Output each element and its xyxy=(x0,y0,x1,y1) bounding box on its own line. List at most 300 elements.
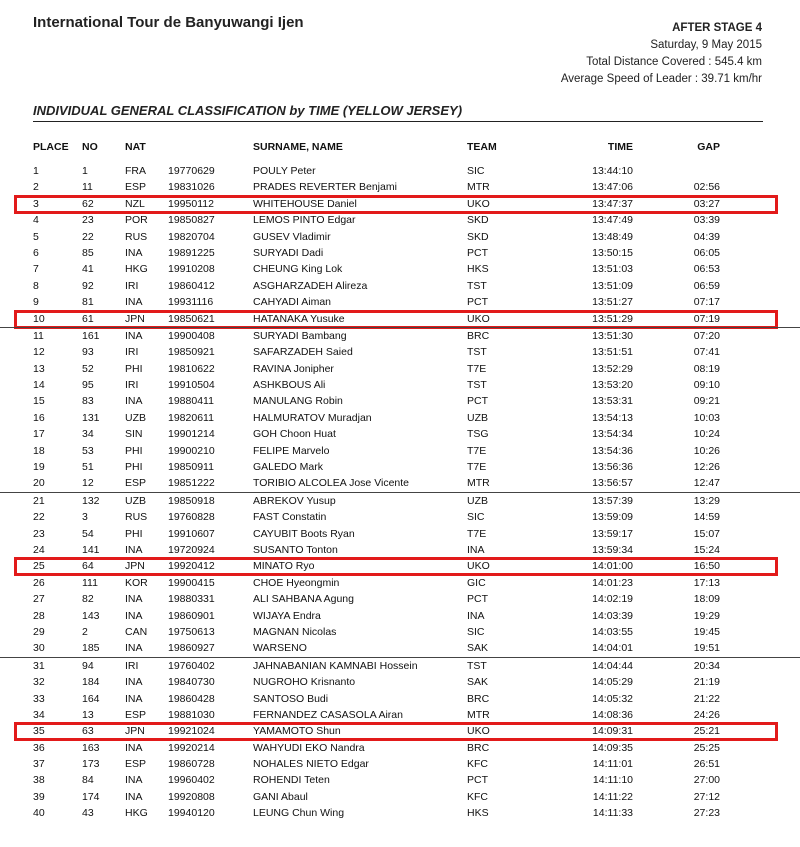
cell-dob: 19860927 xyxy=(168,642,215,655)
cell-name: WIJAYA Endra xyxy=(253,609,321,622)
table-row xyxy=(0,229,800,245)
cell-name: CAYUBIT Boots Ryan xyxy=(253,527,355,540)
cell-nat: JPN xyxy=(125,312,145,325)
cell-no: 184 xyxy=(82,676,100,689)
cell-name: LEMOS PINTO Edgar xyxy=(253,214,356,227)
table-row xyxy=(0,526,800,542)
cell-time: 13:51:51 xyxy=(592,346,633,359)
cell-gap: 04:39 xyxy=(693,230,720,243)
cell-team: KFC xyxy=(467,758,488,771)
cell-dob: 19950112 xyxy=(168,197,214,210)
cell-time: 14:02:19 xyxy=(592,593,633,606)
cell-gap: 17:13 xyxy=(693,576,720,589)
cell-dob: 19860901 xyxy=(168,609,215,622)
cell-place: 29 xyxy=(33,625,45,638)
cell-nat: INA xyxy=(125,790,143,803)
cell-gap: 16:50 xyxy=(693,560,720,573)
cell-dob: 19931116 xyxy=(168,296,214,309)
table-row xyxy=(0,657,800,674)
cell-gap: 07:20 xyxy=(693,329,720,342)
cell-no: 63 xyxy=(82,725,94,738)
cell-no: 161 xyxy=(82,329,100,342)
cell-name: ASHKBOUS Ali xyxy=(253,379,326,392)
cell-time: 13:59:09 xyxy=(592,511,633,524)
cell-place: 33 xyxy=(33,692,45,705)
table-row xyxy=(0,772,800,788)
cell-place: 25 xyxy=(33,560,45,573)
cell-no: 64 xyxy=(82,560,94,573)
cell-dob: 19831026 xyxy=(168,181,215,194)
cell-time: 13:47:06 xyxy=(592,181,633,194)
cell-time: 14:03:39 xyxy=(592,609,633,622)
cell-gap: 14:59 xyxy=(693,511,720,524)
cell-time: 13:53:31 xyxy=(592,395,633,408)
cell-dob: 19960402 xyxy=(168,774,215,787)
cell-place: 24 xyxy=(33,543,45,556)
cell-no: 43 xyxy=(82,807,94,820)
cell-place: 1 xyxy=(33,165,39,177)
cell-time: 13:56:36 xyxy=(592,461,633,474)
cell-no: 83 xyxy=(82,395,94,408)
cell-name: RAVINA Jonipher xyxy=(253,362,334,375)
table-row xyxy=(0,492,800,509)
cell-team: MTR xyxy=(467,708,490,721)
cell-nat: RUS xyxy=(125,230,148,243)
cell-time: 14:04:01 xyxy=(592,642,633,655)
table-row xyxy=(0,789,800,805)
stage-label: AFTER STAGE 4 xyxy=(672,22,762,34)
cell-team: KFC xyxy=(467,790,488,803)
cell-place: 8 xyxy=(33,279,39,292)
cell-team: MTR xyxy=(467,477,490,490)
cell-nat: INA xyxy=(125,692,143,705)
cell-place: 17 xyxy=(33,428,45,441)
cell-nat: INA xyxy=(125,246,143,259)
cell-name: MAGNAN Nicolas xyxy=(253,625,337,638)
table-row xyxy=(0,294,800,310)
cell-place: 3 xyxy=(33,197,39,210)
cell-place: 31 xyxy=(33,659,45,672)
cell-place: 11 xyxy=(33,329,44,342)
cell-name: CHEUNG King Lok xyxy=(253,263,343,276)
cell-no: 185 xyxy=(82,642,100,655)
cell-dob: 19920808 xyxy=(168,790,215,803)
cell-place: 18 xyxy=(33,444,45,457)
leader-average-speed: Average Speed of Leader : 39.71 km/hr xyxy=(560,73,762,85)
cell-no: 131 xyxy=(82,411,100,424)
cell-dob: 19810622 xyxy=(168,362,215,375)
cell-time: 13:47:37 xyxy=(592,197,633,210)
cell-no: 84 xyxy=(82,774,94,787)
cell-time: 13:54:36 xyxy=(592,444,633,457)
cell-nat: INA xyxy=(125,395,143,408)
cell-name: CHOE Hyeongmin xyxy=(253,576,340,589)
cell-place: 16 xyxy=(33,411,45,424)
table-row xyxy=(0,459,800,475)
cell-gap: 07:41 xyxy=(693,346,720,359)
cell-time: 14:05:29 xyxy=(592,676,633,689)
cell-nat: INA xyxy=(125,642,143,655)
cell-dob: 19880411 xyxy=(168,395,214,408)
cell-nat: ESP xyxy=(125,708,147,721)
cell-name: YAMAMOTO Shun xyxy=(253,725,341,738)
cell-gap: 27:12 xyxy=(693,790,720,803)
cell-gap: 10:03 xyxy=(693,411,720,424)
cell-nat: RUS xyxy=(125,511,148,524)
cell-nat: IRI xyxy=(125,346,139,359)
table-row xyxy=(0,426,800,442)
cell-team: PCT xyxy=(467,593,488,606)
cell-name: ABREKOV Yusup xyxy=(253,494,336,507)
cell-name: HATANAKA Yusuke xyxy=(253,312,345,325)
cell-nat: NZL xyxy=(125,197,145,210)
cell-time: 14:03:55 xyxy=(592,625,633,638)
cell-time: 14:11:10 xyxy=(592,774,633,787)
cell-time: 13:52:29 xyxy=(592,362,633,375)
cell-nat: ESP xyxy=(125,181,147,194)
cell-time: 13:51:30 xyxy=(592,329,633,342)
cell-no: 94 xyxy=(82,659,94,672)
cell-dob: 19770629 xyxy=(168,165,215,177)
cell-name: ROHENDI Teten xyxy=(253,774,330,787)
table-row xyxy=(0,344,800,360)
cell-name: SURYADI Bambang xyxy=(253,329,347,342)
cell-nat: SIN xyxy=(125,428,143,441)
cell-place: 38 xyxy=(33,774,45,787)
cell-dob: 19851222 xyxy=(168,477,215,490)
cell-place: 36 xyxy=(33,741,45,754)
cell-time: 13:53:20 xyxy=(592,379,633,392)
cell-name: LEUNG Chun Wing xyxy=(253,807,345,820)
cell-dob: 19860728 xyxy=(168,758,215,771)
table-row xyxy=(0,558,800,574)
cell-no: 3 xyxy=(82,511,88,524)
cell-team: TST xyxy=(467,379,487,392)
table-body xyxy=(0,163,800,822)
cell-name: WAHYUDI EKO Nandra xyxy=(253,741,365,754)
table-row xyxy=(0,163,800,179)
cell-team: UKO xyxy=(467,312,490,325)
table-row xyxy=(0,410,800,426)
cell-no: 143 xyxy=(82,609,100,622)
cell-no: 95 xyxy=(82,379,94,392)
cell-nat: JPN xyxy=(125,560,145,573)
cell-nat: UZB xyxy=(125,494,146,507)
header-no: NO xyxy=(82,141,98,153)
cell-place: 39 xyxy=(33,790,45,803)
classification-table xyxy=(0,138,800,822)
cell-gap: 09:10 xyxy=(693,379,720,392)
cell-team: PCT xyxy=(467,246,488,259)
cell-nat: JPN xyxy=(125,725,145,738)
cell-gap: 06:59 xyxy=(693,279,720,292)
cell-no: 22 xyxy=(82,230,94,243)
cell-team: SIC xyxy=(467,165,485,177)
table-row xyxy=(0,640,800,656)
cell-place: 30 xyxy=(33,642,45,655)
cell-dob: 19900415 xyxy=(168,576,215,589)
cell-nat: KOR xyxy=(125,576,148,589)
cell-time: 13:48:49 xyxy=(592,230,633,243)
cell-dob: 19850621 xyxy=(168,312,215,325)
cell-team: GIC xyxy=(467,576,486,589)
cell-place: 37 xyxy=(33,758,45,771)
table-row xyxy=(0,327,800,344)
cell-place: 6 xyxy=(33,246,39,259)
cell-no: 81 xyxy=(82,296,94,309)
cell-dob: 19820704 xyxy=(168,230,215,243)
cell-nat: CAN xyxy=(125,625,148,638)
cell-place: 26 xyxy=(33,576,45,589)
cell-name: TORIBIO ALCOLEA Jose Vicente xyxy=(253,477,410,490)
cell-dob: 19880331 xyxy=(168,593,215,606)
cell-time: 13:51:27 xyxy=(592,296,633,309)
cell-team: INA xyxy=(467,543,485,556)
cell-time: 14:09:35 xyxy=(592,741,633,754)
cell-time: 14:08:36 xyxy=(592,708,633,721)
cell-name: ALI SAHBANA Agung xyxy=(253,593,354,606)
cell-place: 4 xyxy=(33,214,39,227)
cell-time: 14:11:33 xyxy=(592,807,633,820)
cell-no: 173 xyxy=(82,758,100,771)
table-row xyxy=(0,278,800,294)
cell-time: 13:59:34 xyxy=(592,543,633,556)
cell-gap: 21:19 xyxy=(693,676,720,689)
header-team: TEAM xyxy=(467,141,497,153)
cell-place: 23 xyxy=(33,527,45,540)
table-row xyxy=(0,361,800,377)
cell-time: 13:56:57 xyxy=(592,477,633,490)
table-row xyxy=(0,608,800,624)
cell-gap: 27:23 xyxy=(693,807,720,820)
cell-no: 85 xyxy=(82,246,94,259)
page-cut-off xyxy=(0,820,800,847)
cell-dob: 19850911 xyxy=(168,461,214,474)
cell-name: GALEDO Mark xyxy=(253,461,324,474)
cell-team: PCT xyxy=(467,296,488,309)
cell-time: 13:50:15 xyxy=(592,246,633,259)
cell-gap: 03:27 xyxy=(693,197,720,210)
cell-team: UZB xyxy=(467,494,488,507)
cell-time: 13:51:29 xyxy=(592,312,633,325)
document-title: International Tour de Banyuwangi Ijen xyxy=(33,14,304,31)
cell-no: 92 xyxy=(82,279,94,292)
cell-place: 22 xyxy=(33,511,45,524)
header-name: SURNAME, NAME xyxy=(253,141,343,153)
cell-time: 14:11:01 xyxy=(592,758,633,771)
cell-nat: INA xyxy=(125,676,143,689)
cell-name: SAFARZADEH Saied xyxy=(253,346,353,359)
cell-time: 13:51:03 xyxy=(592,263,633,276)
cell-nat: IRI xyxy=(125,659,139,672)
cell-gap: 09:21 xyxy=(693,395,720,408)
cell-name: GANI Abaul xyxy=(253,790,308,803)
cell-time: 13:59:17 xyxy=(592,527,633,540)
cell-dob: 19891225 xyxy=(168,246,215,259)
table-row xyxy=(0,393,800,409)
cell-gap: 10:26 xyxy=(693,444,720,457)
cell-no: 13 xyxy=(82,708,94,721)
cell-place: 7 xyxy=(33,263,39,276)
cell-dob: 19820611 xyxy=(168,411,214,424)
cell-gap: 06:05 xyxy=(693,246,720,259)
cell-team: UZB xyxy=(467,411,488,424)
cell-gap: 07:19 xyxy=(693,312,720,325)
cell-no: 12 xyxy=(82,477,94,490)
cell-name: POULY Peter xyxy=(253,165,316,177)
table-row xyxy=(0,575,800,591)
cell-nat: HKG xyxy=(125,263,148,276)
cell-gap: 19:29 xyxy=(693,609,720,622)
table-row xyxy=(0,624,800,640)
cell-team: SKD xyxy=(467,230,489,243)
cell-team: INA xyxy=(467,609,485,622)
cell-dob: 19921024 xyxy=(168,725,215,738)
cell-team: BRC xyxy=(467,692,490,705)
cell-place: 28 xyxy=(33,609,45,622)
cell-dob: 19860412 xyxy=(168,279,215,292)
cell-team: T7E xyxy=(467,527,487,540)
table-row xyxy=(0,245,800,261)
table-row xyxy=(0,509,800,525)
header-gap: GAP xyxy=(697,141,720,153)
cell-gap: 03:39 xyxy=(693,214,720,227)
cell-time: 13:44:10 xyxy=(592,165,633,177)
cell-nat: PHI xyxy=(125,362,143,375)
cell-no: 111 xyxy=(82,576,98,589)
cell-place: 27 xyxy=(33,593,45,606)
cell-time: 14:01:23 xyxy=(592,576,633,589)
cell-dob: 19860428 xyxy=(168,692,215,705)
cell-no: 23 xyxy=(82,214,94,227)
cell-dob: 19850918 xyxy=(168,494,215,507)
cell-name: NOHALES NIETO Edgar xyxy=(253,758,369,771)
cell-team: UKO xyxy=(467,197,490,210)
cell-time: 14:04:44 xyxy=(592,659,633,672)
cell-name: PRADES REVERTER Benjami xyxy=(253,181,397,194)
cell-time: 13:54:34 xyxy=(592,428,633,441)
table-row xyxy=(0,475,800,491)
cell-place: 12 xyxy=(33,346,45,359)
cell-nat: INA xyxy=(125,296,143,309)
cell-dob: 19910607 xyxy=(168,527,215,540)
cell-nat: INA xyxy=(125,741,143,754)
cell-nat: PHI xyxy=(125,527,143,540)
classification-title: INDIVIDUAL GENERAL CLASSIFICATION by TIME (YELLOW JERSEY) xyxy=(33,103,463,118)
cell-nat: ESP xyxy=(125,758,147,771)
cell-gap: 27:00 xyxy=(693,774,720,787)
cell-dob: 19760402 xyxy=(168,659,215,672)
cell-no: 2 xyxy=(82,625,88,638)
cell-nat: POR xyxy=(125,214,148,227)
cell-place: 10 xyxy=(33,312,45,325)
table-row xyxy=(0,723,800,739)
cell-dob: 19901214 xyxy=(168,428,215,441)
cell-gap: 25:25 xyxy=(693,741,720,754)
cell-no: 82 xyxy=(82,593,94,606)
cell-nat: INA xyxy=(125,774,143,787)
cell-nat: INA xyxy=(125,329,143,342)
cell-no: 54 xyxy=(82,527,94,540)
cell-gap: 12:26 xyxy=(693,461,720,474)
cell-dob: 19910208 xyxy=(168,263,215,276)
cell-name: FERNANDEZ CASASOLA Airan xyxy=(253,708,403,721)
table-row xyxy=(0,674,800,690)
cell-team: SAK xyxy=(467,642,489,655)
cell-gap: 24:26 xyxy=(693,708,720,721)
cell-dob: 19900408 xyxy=(168,329,215,342)
cell-gap: 21:22 xyxy=(693,692,720,705)
cell-nat: IRI xyxy=(125,279,139,292)
cell-gap: 15:07 xyxy=(693,527,720,540)
cell-team: SKD xyxy=(467,214,489,227)
cell-nat: UZB xyxy=(125,411,146,424)
cell-time: 13:54:13 xyxy=(592,411,633,424)
cell-gap: 06:53 xyxy=(693,263,720,276)
cell-place: 19 xyxy=(33,461,45,474)
cell-gap: 20:34 xyxy=(693,659,720,672)
cell-team: UKO xyxy=(467,725,490,738)
cell-name: CAHYADI Aiman xyxy=(253,296,331,309)
table-row xyxy=(0,443,800,459)
cell-name: WHITEHOUSE Daniel xyxy=(253,197,357,210)
cell-team: PCT xyxy=(467,395,488,408)
cell-gap: 10:24 xyxy=(693,428,720,441)
cell-no: 61 xyxy=(82,312,94,325)
cell-team: TST xyxy=(467,279,487,292)
cell-no: 11 xyxy=(82,181,93,194)
cell-name: SANTOSO Budi xyxy=(253,692,329,705)
cell-place: 9 xyxy=(33,296,39,309)
stage-info xyxy=(561,20,762,88)
cell-name: ASGHARZADEH Alireza xyxy=(253,279,368,292)
cell-name: FAST Constatin xyxy=(253,511,327,524)
cell-team: BRC xyxy=(467,329,490,342)
cell-nat: INA xyxy=(125,609,143,622)
cell-nat: HKG xyxy=(125,807,148,820)
cell-place: 35 xyxy=(33,725,45,738)
cell-team: TST xyxy=(467,659,487,672)
cell-place: 5 xyxy=(33,230,39,243)
cell-dob: 19900210 xyxy=(168,444,215,457)
cell-name: HALMURATOV Muradjan xyxy=(253,411,372,424)
cell-gap: 12:47 xyxy=(693,477,720,490)
table-row xyxy=(0,707,800,723)
race-date: Saturday, 9 May 2015 xyxy=(650,39,762,51)
cell-gap: 25:21 xyxy=(693,725,720,738)
header-nat: NAT xyxy=(125,141,146,153)
cell-place: 14 xyxy=(33,379,45,392)
table-row xyxy=(0,212,800,228)
cell-team: T7E xyxy=(467,444,487,457)
cell-name: GUSEV Vladimir xyxy=(253,230,331,243)
cell-place: 34 xyxy=(33,708,45,721)
table-row xyxy=(0,740,800,756)
cell-time: 13:57:39 xyxy=(592,494,633,507)
cell-no: 34 xyxy=(82,428,94,441)
header-time: TIME xyxy=(607,141,633,153)
cell-dob: 19760828 xyxy=(168,511,215,524)
cell-place: 2 xyxy=(33,181,39,194)
cell-team: PCT xyxy=(467,774,488,787)
table-row xyxy=(0,311,800,327)
table-row xyxy=(0,591,800,607)
cell-gap: 08:19 xyxy=(693,362,720,375)
cell-time: 13:47:49 xyxy=(592,214,633,227)
table-row xyxy=(0,542,800,558)
title-divider xyxy=(33,121,763,122)
cell-gap: 18:09 xyxy=(693,593,720,606)
